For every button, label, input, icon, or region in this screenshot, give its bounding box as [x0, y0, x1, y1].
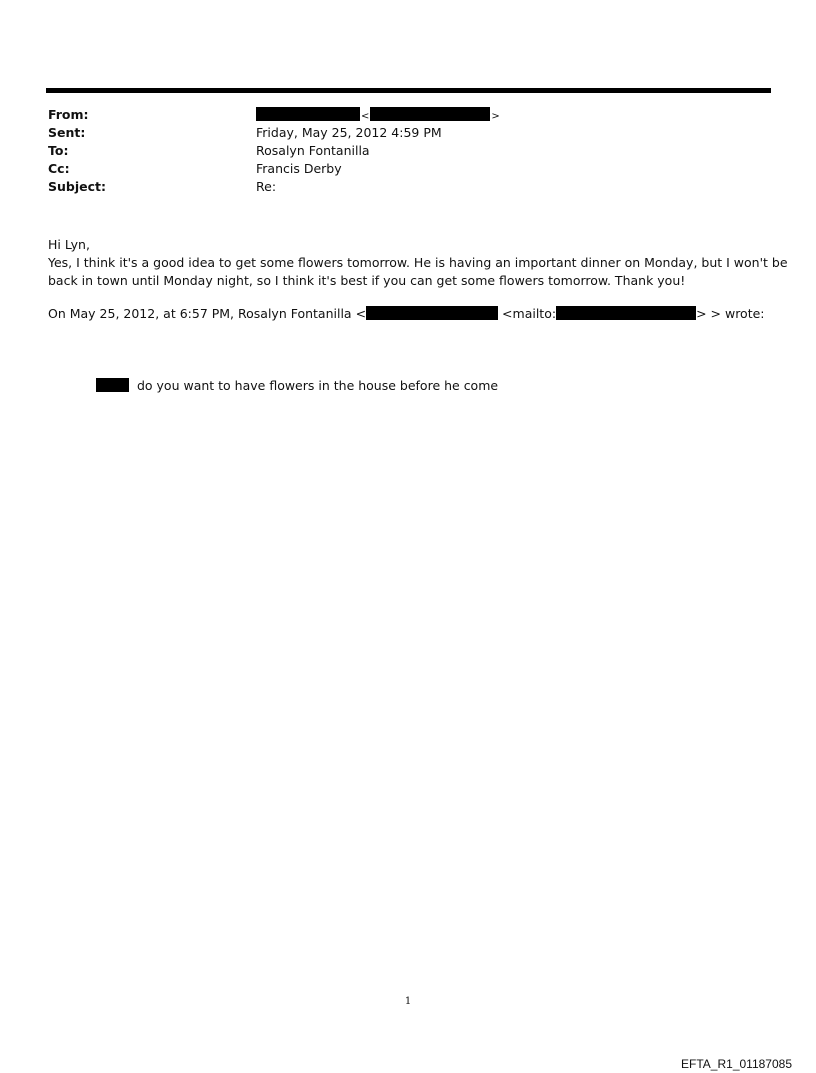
from-close-bracket: > — [491, 111, 500, 122]
from-value — [256, 106, 501, 126]
body-line-2: back in town until Monday night, so I think it's best if you can get some flowers tomorrow. Thank you! — [48, 273, 686, 288]
subject-label: Subject: — [48, 179, 106, 194]
quote-mailto: <mailto: — [502, 306, 557, 321]
subject-value: Re: — [256, 179, 277, 194]
quoted-reply-header — [48, 305, 768, 323]
page-number: 1 — [404, 996, 412, 1007]
sent-label: Sent: — [48, 125, 86, 140]
email-header — [48, 106, 768, 196]
body-line-1: Yes, I think it's a good idea to get some flowers tomorrow. He is having an important dinner on Monday, but I won't be — [48, 255, 788, 270]
to-value: Rosalyn Fontanilla — [256, 143, 370, 158]
subject-row — [48, 178, 768, 196]
quote-intro: On May 25, 2012, at 6:57 PM, Rosalyn Fontanilla < — [48, 306, 367, 321]
cc-label: Cc: — [48, 161, 70, 176]
email-body — [48, 236, 788, 290]
redacted-sender-email — [370, 107, 490, 121]
redacted-recipient-name — [96, 378, 129, 392]
document-id: EFTA_R1_01187085 — [681, 1057, 792, 1071]
from-row — [48, 106, 768, 124]
sent-row — [48, 124, 768, 142]
header-divider — [46, 88, 771, 93]
quoted-message-text: do you want to have flowers in the house before he come — [133, 378, 499, 393]
from-open-bracket: < — [361, 111, 370, 122]
to-label: To: — [48, 143, 69, 158]
from-label: From: — [48, 107, 89, 122]
redacted-quote-email — [366, 306, 498, 320]
cc-value: Francis Derby — [256, 161, 342, 176]
quoted-message — [96, 377, 498, 395]
redacted-mailto-address — [556, 306, 696, 320]
sent-value: Friday, May 25, 2012 4:59 PM — [256, 125, 442, 140]
cc-row — [48, 160, 768, 178]
greeting: Hi Lyn, — [48, 237, 90, 252]
redacted-sender-name — [256, 107, 360, 121]
quote-close: > > wrote: — [696, 306, 765, 321]
to-row — [48, 142, 768, 160]
